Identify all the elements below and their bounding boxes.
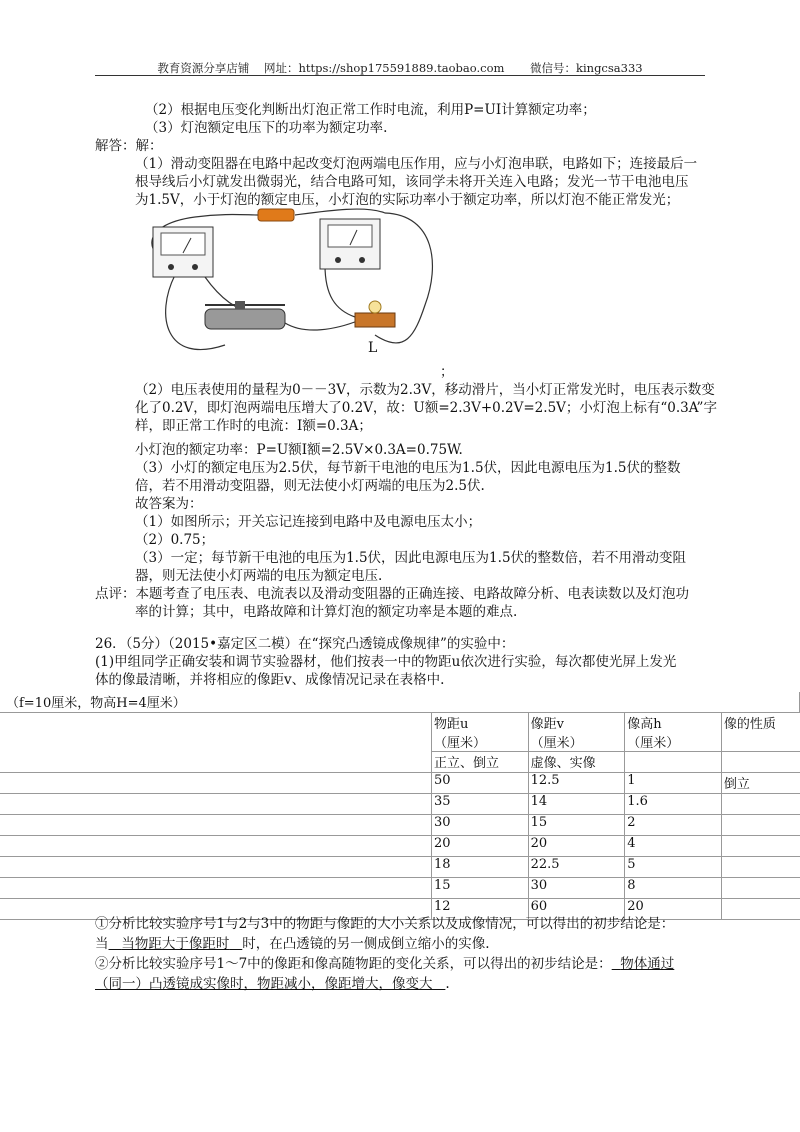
battery-icon xyxy=(258,209,294,221)
header-rule xyxy=(95,75,705,76)
table-row: 50 12.5 1 倒立 xyxy=(0,773,800,794)
analysis-line-2: （2）根据电压变化判断出灯泡正常工作时电流，利用P=UI计算额定功率； xyxy=(145,102,596,118)
answer-label: 故答案为： xyxy=(135,496,203,512)
q26-title: 26．（5分）（2015•嘉定区二模）在“探究凸透镜成像规律”的实验中： xyxy=(95,636,515,652)
solution-p2-line4: 小灯泡的额定功率：P=U额I额=2.5V×0.3A=0.75W. xyxy=(135,442,463,458)
shop-url[interactable]: https://shop175591889.taobao.com xyxy=(298,61,505,75)
lamp-base-icon xyxy=(355,313,395,327)
answer-3-line1: （3）一定；每节新干电池的电压为1.5伏，因此电源电压为1.5伏的整数倍，若不用滑动变阻 xyxy=(135,550,687,566)
wechat-label: 微信号： xyxy=(530,61,577,75)
answer-blank: 当物距大于像距时 xyxy=(121,936,230,952)
q26-line1: (1)甲组同学正确安装和调节实验器材，他们按表一中的物距u依次进行实验，每次都使光屏上发光 xyxy=(95,654,677,670)
page-header xyxy=(95,60,705,76)
answer-1: （1）如图所示；开关忘记连接到电路中及电源电压太小； xyxy=(135,514,482,530)
solution-p2-line3: 样，即正常工作时的电流：I额=0.3A； xyxy=(135,418,372,434)
table-row: 18 22.5 5 xyxy=(0,857,800,878)
answer-2: （2）0.75； xyxy=(135,532,215,548)
answer-blank: （同一）凸透镜成实像时，物距减小，像距增大，像变大 xyxy=(95,976,433,992)
solution-p3-line1: （3）小灯的额定电压为2.5伏，每节新干电池的电压为1.5伏，因此电源电压为1.5伏的整数 xyxy=(135,460,681,476)
table-row: 20 20 4 xyxy=(0,836,800,857)
header-image-property: 像的性质 xyxy=(721,713,799,752)
subheader-type: 虚像、实像 xyxy=(528,752,625,773)
table-row: 15 30 8 xyxy=(0,878,800,899)
wechat-id: kingcsa333 xyxy=(576,61,643,75)
header-image-distance: 像距v （厘米） xyxy=(528,713,625,752)
conclusion-2-line2: （同一）凸透镜成实像时，物距减小，像距增大，像变大 . xyxy=(95,976,450,992)
solution-p2-line1: （2）电压表使用的量程为0－－3V，示数为2.3V，移动滑片，当小灯正常发光时，电压表示数变 xyxy=(135,382,715,398)
rheostat-icon xyxy=(205,309,285,329)
conclusion-2-line1: ②分析比较实验序号1～7中的像距和像高随物距的变化关系，可以得出的初步结论是： 物体通过 xyxy=(95,956,675,972)
lamp-label: L xyxy=(368,340,378,356)
solution-p1-line3: 为1.5V，小于灯泡的额定电压，小灯泡的实际功率小于额定功率，所以灯泡不能正常发光； xyxy=(135,192,680,208)
lamp-icon xyxy=(369,301,381,313)
conclusion-1-line2: 当 当物距大于像距时 时，在凸透镜的另一侧成倒立缩小的实像. xyxy=(95,936,490,952)
circuit-diagram xyxy=(135,205,445,375)
solution-label: 解答：解： xyxy=(95,138,163,154)
solution-p2-line2: 化了0.2V，即灯泡两端电压增大了0.2V，故：U额=2.3V+0.2V=2.5V；小灯泡上标有“0.3A”字 xyxy=(135,400,717,416)
q26-line2: 体的像最清晰，并将相应的像距v、成像情况记录在表格中. xyxy=(95,672,445,688)
url-label: 网址： xyxy=(264,61,299,75)
experiment-table xyxy=(0,692,800,920)
table-row: 12 60 20 xyxy=(0,899,800,920)
header-image-height: 像高h （厘米） xyxy=(625,713,722,752)
wire xyxy=(325,265,355,317)
answer-blank: 物体通过 xyxy=(620,956,675,972)
table-row: 35 14 1.6 xyxy=(0,794,800,815)
solution-p3-line2: 倍，若不用滑动变阻器，则无法使小灯两端的电压为2.5伏. xyxy=(135,478,485,494)
solution-p1-line2: 根导线后小灯就发出微弱光，结合电路可知，该同学未将开关连入电路；发光一节干电池电压 xyxy=(135,174,689,190)
diagram-semicolon: ； xyxy=(440,364,454,380)
table-header-blank xyxy=(0,713,431,773)
table-caption: （f=10厘米，物高H=4厘米） xyxy=(0,692,800,713)
comment-line1: 点评：本题考查了电压表、电流表以及滑动变阻器的正确连接、电路故障分析、电表读数以及灯泡功 xyxy=(95,586,689,602)
analysis-line-3: （3）灯泡额定电压下的功率为额定功率. xyxy=(145,120,388,136)
conclusion-1-line1: ①分析比较实验序号1与2与3中的物距与像距的大小关系以及成像情况，可以得出的初步结论是： xyxy=(95,916,675,932)
solution-p1-line1: （1）滑动变阻器在电路中起改变灯泡两端电压作用，应与小灯泡串联，电路如下；连接最后一 xyxy=(135,156,698,172)
wire xyxy=(285,320,360,330)
header-object-distance: 物距u （厘米） xyxy=(431,713,528,752)
shop-name: 教育资源分享店铺 xyxy=(157,61,250,75)
comment-line2: 率的计算；其中，电路故障和计算灯泡的额定功率是本题的难点. xyxy=(135,604,518,620)
answer-3-line2: 器，则无法使小灯两端的电压为额定电压. xyxy=(135,568,383,584)
subheader-orientation: 正立、倒立 xyxy=(431,752,528,773)
table-row: 30 15 2 xyxy=(0,815,800,836)
